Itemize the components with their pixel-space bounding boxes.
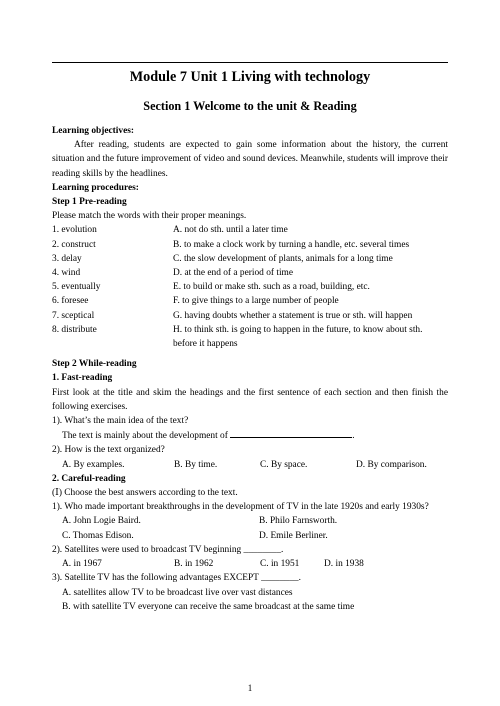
- document-page: [52, 68, 448, 614]
- header-rule: [52, 62, 448, 63]
- careful-reading-instruction: (Ⅰ) Choose the best answers according to the text.: [52, 488, 238, 499]
- step1-instruction: Please match the words with their proper meanings.: [52, 211, 247, 222]
- option: C. in 1951: [260, 559, 300, 570]
- matching-definition: B. to make a clock work by turning a handle, etc. several times: [173, 239, 410, 250]
- matching-definition: C. the slow development of plants, animals for a long time: [173, 253, 393, 264]
- careful-question-2: 2). Satellites were used to broadcast TV beginning ________.: [52, 544, 284, 555]
- matching-row: [52, 223, 448, 237]
- page-title: Module 7 Unit 1 Living with technology: [129, 69, 371, 85]
- option: B. By time.: [174, 459, 218, 470]
- step1-heading: Step 1 Pre-reading: [52, 197, 127, 208]
- matching-row: [52, 309, 448, 323]
- matching-row: [52, 294, 448, 308]
- option: C. Thomas Edison.: [62, 530, 134, 541]
- option: A. John Logie Baird.: [62, 516, 141, 527]
- matching-definition: H. to think sth. is going to happen in the future, to know about sth. before it happens: [173, 324, 423, 350]
- matching-row: [52, 266, 448, 280]
- section-title: Section 1 Welcome to the unit & Reading: [143, 99, 357, 113]
- option: D. By comparison.: [356, 459, 427, 470]
- matching-list: [52, 223, 448, 351]
- matching-row: [52, 323, 448, 351]
- matching-word: 6. foresee: [52, 296, 89, 307]
- option: B. in 1962: [174, 559, 214, 570]
- objectives-text: After reading, students are expected to gain some information about the history, the current situation and the future improvement of video and sound devices. Meanwhile, students will improve their reading skills by the headlines.: [52, 140, 448, 179]
- option: C. By space.: [260, 459, 308, 470]
- careful-reading-heading: 2. Careful-reading: [52, 473, 126, 484]
- question-1-prompt: The text is mainly about the development of: [62, 431, 228, 442]
- question-2: 2). How is the text organized?: [52, 445, 165, 456]
- option: B. with satellite TV everyone can receive the same broadcast at the same time: [62, 601, 355, 612]
- matching-definition: F. to give things to a large number of people: [173, 296, 339, 307]
- question-1: 1). What’s the main idea of the text?: [52, 416, 189, 427]
- careful-question-1-options: [52, 514, 448, 528]
- matching-row: [52, 252, 448, 266]
- matching-word: 1. evolution: [52, 225, 97, 236]
- matching-definition: D. at the end of a period of time: [173, 268, 294, 279]
- careful-question-3: 3). Satellite TV has the following advantages EXCEPT ________.: [52, 573, 301, 584]
- careful-question-1-options: [52, 529, 448, 543]
- option: D. Emile Berliner.: [259, 530, 328, 541]
- matching-word: 7. sceptical: [52, 310, 95, 321]
- option: A. By examples.: [62, 459, 125, 470]
- procedures-heading: Learning procedures:: [52, 182, 139, 193]
- matching-definition: A. not do sth. until a later time: [173, 225, 288, 236]
- matching-definition: E. to build or make sth. such as a road, building, etc.: [173, 282, 370, 293]
- option: B. Philo Farnsworth.: [259, 516, 338, 527]
- question-1-answer-line: The text is mainly about the development of .: [52, 428, 448, 443]
- matching-word: 5. eventually: [52, 282, 101, 293]
- option: A. satellites allow TV to be broadcast live over vast distances: [62, 587, 293, 598]
- matching-word: 8. distribute: [52, 324, 97, 335]
- page-number: 1: [247, 683, 253, 693]
- step2-heading: Step 2 While-reading: [52, 359, 137, 370]
- matching-row: [52, 280, 448, 294]
- matching-word: 3. delay: [52, 253, 82, 264]
- careful-question-2-options: [52, 557, 448, 571]
- matching-word: 2. construct: [52, 239, 96, 250]
- matching-definition: G. having doubts whether a statement is true or sth. will happen: [173, 310, 413, 321]
- option: D. in 1938: [324, 559, 364, 570]
- careful-question-1: 1). Who made important breakthroughs in the development of TV in the late 1920s and early 1930s?: [52, 502, 429, 513]
- fast-reading-heading: 1. Fast-reading: [52, 373, 113, 384]
- fast-reading-instruction: First look at the title and skim the headings and the first sentence of each section and then finish the following exercises.: [52, 387, 448, 412]
- objectives-heading: Learning objectives:: [52, 126, 135, 136]
- matching-word: 4. wind: [52, 268, 81, 279]
- matching-row: [52, 238, 448, 252]
- question-2-options: [52, 458, 448, 472]
- answer-blank[interactable]: [230, 428, 352, 438]
- option: A. in 1967: [62, 559, 102, 570]
